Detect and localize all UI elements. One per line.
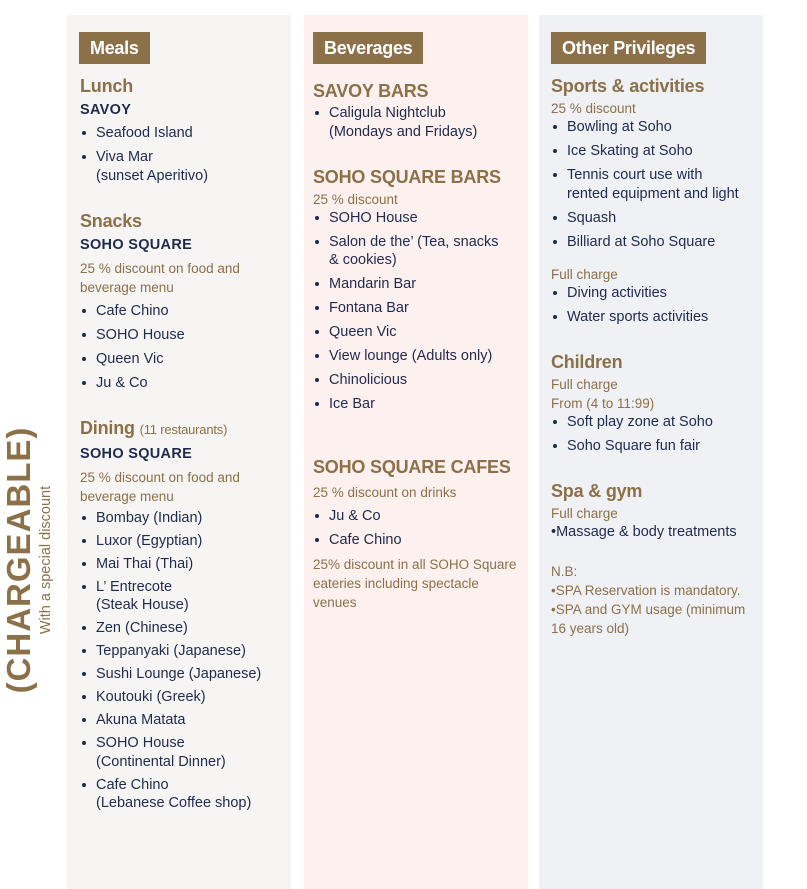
special-discount-subtitle: With a special discount [38, 485, 54, 635]
list-item: Salon de the’ (Tea, snacks & cookies) [313, 233, 524, 270]
list-item: SOHO House [80, 326, 287, 345]
dining-count: (11 restaurants) [139, 421, 228, 437]
side-label [0, 0, 62, 889]
list-item: Akuna Matata [80, 711, 287, 730]
sports-title: Sports & activities [551, 76, 705, 96]
list-item: Viva Mar (sunset Aperitivo) [80, 148, 287, 185]
list-item: Koutouki (Greek) [80, 688, 287, 707]
list-item: Zen (Chinese) [80, 619, 287, 638]
list-item: Cafe Chino (Lebanese Coffee shop) [80, 776, 287, 813]
list-item: Ice Skating at Soho [551, 142, 763, 161]
meals-column [67, 15, 291, 889]
children-list [551, 413, 763, 456]
soho-bars-title: SOHO SQUARE BARS [313, 166, 501, 187]
list-item: Fontana Bar [313, 299, 524, 318]
spa-treatment: •Massage & body treatments [551, 523, 737, 540]
privileges-header: Other Privileges [551, 32, 706, 64]
privileges-column [539, 15, 763, 889]
list-item: Mandarin Bar [313, 275, 524, 294]
snacks-list [80, 302, 287, 393]
list-item: L’ Entrecote (Steak House) [80, 578, 287, 615]
lunch-title: Lunch [80, 76, 133, 96]
list-item: Queen Vic [80, 350, 287, 369]
list-item: Cafe Chino [80, 302, 287, 321]
soho-cafes-footnote: 25% discount in all SOHO Square eateries including spectacle venues [313, 557, 517, 610]
list-item: Cafe Chino [313, 531, 524, 550]
soho-bars-note: 25 % discount [313, 191, 398, 207]
nb-reservation: •SPA Reservation is mandatory. [551, 582, 741, 598]
children-title: Children [551, 351, 623, 372]
spa-note: Full charge [551, 505, 618, 521]
list-item: Ju & Co [313, 507, 524, 526]
list-item: Luxor (Egyptian) [80, 532, 287, 551]
lunch-list [80, 124, 287, 185]
sports-full-list [551, 284, 763, 327]
sports-note: 25 % discount [551, 101, 636, 116]
list-item: Ice Bar [313, 395, 524, 414]
savoy-bars-list [313, 104, 524, 141]
list-item: SOHO House (Continental Dinner) [80, 734, 287, 771]
list-item: Diving activities [551, 284, 763, 303]
dining-venue: SOHO SQUARE [80, 445, 193, 462]
list-item: Seafood Island [80, 124, 287, 143]
snacks-note: 25 % discount on food and beverage menu [80, 260, 240, 295]
list-item: Sushi Lounge (Japanese) [80, 665, 287, 684]
dining-note: 25 % discount on food and beverage menu [80, 469, 240, 504]
list-item: Soho Square fun fair [551, 437, 763, 456]
lunch-venue: SAVOY [80, 102, 132, 118]
list-item: Billiard at Soho Square [551, 233, 763, 252]
dining-list [80, 509, 287, 813]
children-note-charge: Full charge [551, 376, 618, 392]
side-label-text [1, 410, 63, 710]
beverages-header: Beverages [313, 32, 423, 64]
list-item: Squash [551, 209, 763, 228]
soho-cafes-title: SOHO SQUARE CAFES [313, 457, 511, 477]
nb-title: N.B: [551, 563, 578, 579]
list-item: View lounge (Adults only) [313, 347, 524, 366]
list-item: Ju & Co [80, 374, 287, 393]
list-item: Teppanyaki (Japanese) [80, 642, 287, 661]
list-item: Bombay (Indian) [80, 509, 287, 528]
list-item: Water sports activities [551, 308, 763, 327]
snacks-venue: SOHO SQUARE [80, 236, 193, 253]
list-item: Bowling at Soho [551, 118, 763, 137]
sports-list [551, 118, 763, 251]
soho-bars-list [313, 209, 524, 414]
list-item: Soft play zone at Soho [551, 413, 763, 432]
beverages-column [304, 15, 528, 889]
nb-age: •SPA and GYM usage (minimum 16 years old) [551, 601, 746, 636]
soho-cafes-note: 25 % discount on drinks [313, 485, 457, 500]
spa-title: Spa & gym [551, 480, 643, 501]
chargeable-title: (CHARGEABLE) [0, 426, 37, 694]
list-item: Chinolicious [313, 371, 524, 390]
sports-full-charge: Full charge [551, 266, 618, 282]
snacks-title: Snacks [80, 210, 142, 231]
list-item: Queen Vic [313, 323, 524, 342]
dining-title: Dining (11 restaurants) [80, 417, 228, 438]
list-item: Tennis court use with rented equipment and light [551, 166, 763, 203]
list-item: SOHO House [313, 209, 524, 228]
soho-cafes-list [313, 507, 524, 550]
meals-header: Meals [79, 32, 150, 64]
list-item: Mai Thai (Thai) [80, 555, 287, 574]
savoy-bars-title: SAVOY BARS [313, 81, 429, 101]
list-item: Caligula Nightclub (Mondays and Fridays) [313, 104, 524, 141]
children-note-ages: From (4 to 11:99) [551, 395, 655, 411]
